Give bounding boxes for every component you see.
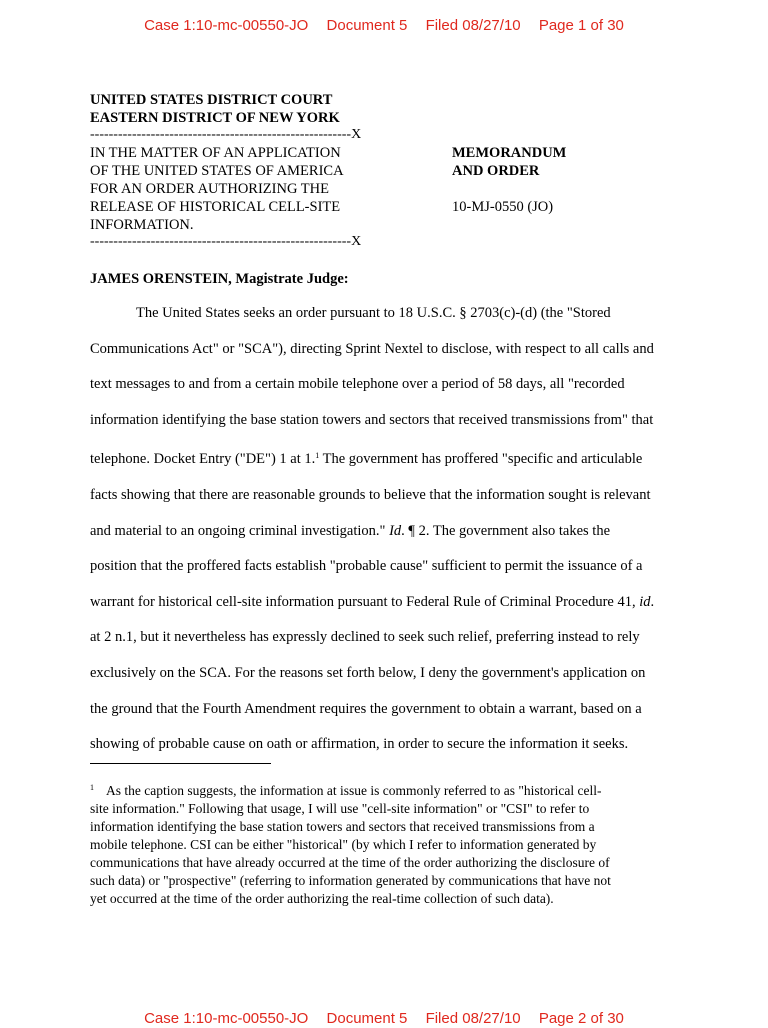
court-line-2: EASTERN DISTRICT OF NEW YORK [90,110,340,126]
memo-line-1: MEMORANDUM [452,145,567,161]
case-number: Case 1:10-mc-00550-JO [144,1010,309,1027]
caption-line: RELEASE OF HISTORICAL CELL-SITE [90,199,341,215]
citation-id: id [639,593,651,610]
footnote [90,779,690,908]
page-header [0,17,768,35]
body-line: the ground that the Fourth Amendment requires the government to obtain a warrant, based on a [90,700,642,717]
body-line: Communications Act" or "SCA"), directing Sprint Nextel to disclose, with respect to all calls and [90,340,654,357]
footnote-divider [90,763,271,764]
memo-line-2: AND ORDER [452,163,540,179]
filed-date: Filed 08/27/10 [425,17,521,34]
footnote-line: information identifying the base station towers and sectors that received transmissions from a [90,819,595,834]
body-text-segment: and material to an ongoing criminal investigation." [90,522,390,539]
caption-line: FOR AN ORDER AUTHORIZING THE [90,181,329,197]
page-number: Page 2 of 30 [538,1010,624,1027]
footnote-line: mobile telephone. CSI can be either "historical" (by which I refer to information generated by [90,837,597,852]
body-line: exclusively on the SCA. For the reasons set forth below, I deny the government's application on [90,664,646,681]
footnote-line: such data) or "prospective" (referring to information generated by communications that have not [90,873,611,888]
footnote-marker: 1 [90,783,94,792]
footnote-line: site information." Following that usage, I will use "cell-site information" or "CSI" to refer to [90,801,590,816]
footnote-reference[interactable]: 1 [315,451,320,461]
document-number: Document 5 [326,1010,408,1027]
docket-number: 10-MJ-0550 (JO) [452,199,554,215]
body-line: The United States seeks an order pursuant to 18 U.S.C. § 2703(c)-(d) (the "Stored [136,305,611,321]
body-text-segment: . [650,593,655,610]
body-line: position that the proffered facts establish "probable cause" sufficient to permit the issuance of a [90,558,643,575]
body-text-segment: telephone. Docket Entry ("DE") 1 at 1. [90,451,316,468]
case-caption [90,144,344,234]
memorandum-title [452,144,566,180]
caption-line: INFORMATION. [90,217,194,233]
body-text-segment: . ¶ 2. The government also takes the [401,522,611,539]
filed-date: Filed 08/27/10 [425,1010,521,1027]
footnote-line [90,779,690,800]
body-line: facts showing that there are reasonable grounds to believe that the information sought is relevant [90,486,651,503]
body-text-segment: The government has proffered "specific and articulable [319,451,643,468]
body-text-segment: warrant for historical cell-site information pursuant to Federal Rule of Criminal Procedure 41, [90,593,640,610]
body-line [90,438,680,478]
caption-separator-top: --------------------------------------------------------X [90,127,362,142]
document-number: Document 5 [326,17,408,34]
body-line: information identifying the base station towers and sectors that received transmissions from" that [90,411,654,428]
body-line: at 2 n.1, but it nevertheless has expressly declined to seek such relief, preferring instead to rely [90,629,640,646]
opinion-body [90,296,680,763]
case-number: Case 1:10-mc-00550-JO [144,17,309,34]
judge-name: JAMES ORENSTEIN, Magistrate Judge: [90,271,349,287]
court-line-1: UNITED STATES DISTRICT COURT [90,92,333,108]
footnote-text: As the caption suggests, the information at issue is commonly referred to as "historical cell- [106,783,602,798]
body-line: text messages to and from a certain mobile telephone over a period of 58 days, all "recorded [90,376,625,393]
caption-line: IN THE MATTER OF AN APPLICATION [90,145,341,161]
page-number: Page 1 of 30 [538,17,624,34]
caption-line: OF THE UNITED STATES OF AMERICA [90,163,344,179]
court-name [90,91,340,127]
body-line [90,585,680,621]
citation-id: Id [389,522,402,539]
footnote-line: communications that have already occurred at the time of the order authorizing the disclosure of [90,855,610,870]
next-page-header [0,1010,768,1028]
caption-separator-bottom: --------------------------------------------------------X [90,234,362,249]
body-line: showing of probable cause on oath or affirmation, in order to secure the information it seeks. [90,736,629,753]
footnote-line: yet occurred at the time of the order authorizing the real-time collection of such data). [90,891,554,906]
body-line [90,514,680,550]
